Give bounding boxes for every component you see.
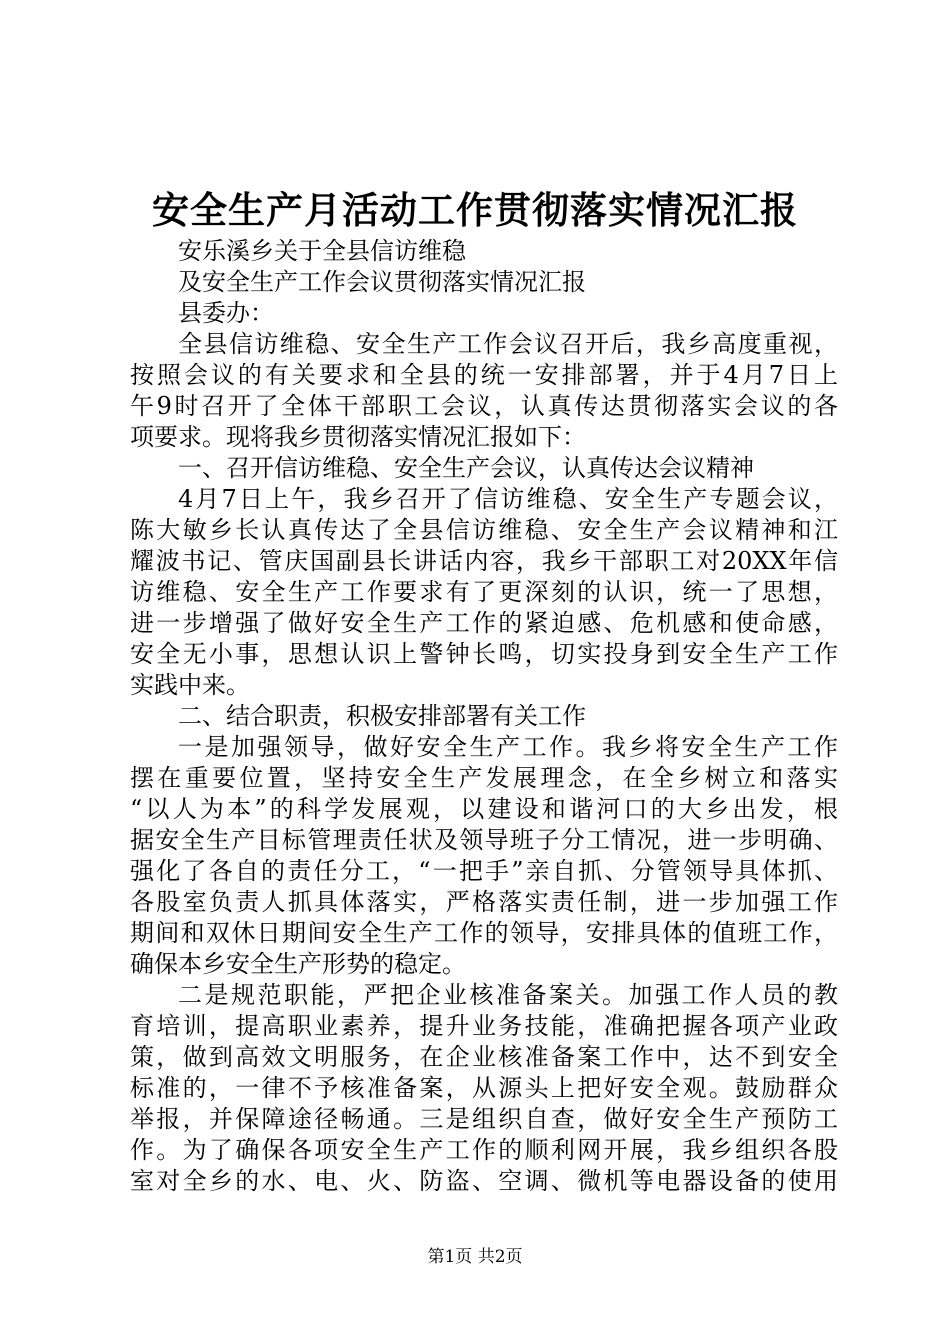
body-line: 安乐溪乡关于全县信访维稳 — [178, 237, 466, 265]
body-line: 项要求。现将我乡贯彻落实情况汇报如下： — [130, 423, 586, 451]
body-line: 育培训，提高职业素养，提升业务技能，准确把握各项产业政 — [130, 1012, 838, 1040]
body-line: 一是加强领导，做好安全生产工作。我乡将安全生产工作 — [178, 733, 838, 761]
body-line: “以人为本”的科学发展观，以建设和谐河口的大乡出发，根 — [130, 795, 838, 823]
page-footer: 第1页 共2页 — [427, 1247, 523, 1267]
body-line: 县委办： — [178, 299, 274, 327]
body-line: 强化了各自的责任分工，“一把手”亲自抓、分管领导具体抓、 — [130, 857, 838, 885]
body-line: 二是规范职能，严把企业核准备案关。加强工作人员的教 — [178, 981, 838, 1009]
body-line: 策，做到高效文明服务，在企业核准备案工作中，达不到安全 — [130, 1043, 838, 1071]
body-line: 按照会议的有关要求和全县的统一安排部署，并于4月7日上 — [130, 361, 838, 389]
body-line: 期间和双休日期间安全生产工作的领导，安排具体的值班工作， — [130, 919, 838, 947]
body-line: 作。为了确保各项安全生产工作的顺利网开展，我乡组织各股 — [130, 1136, 838, 1164]
document-body — [130, 236, 838, 1197]
body-line: 据安全生产目标管理责任状及领导班子分工情况，进一步明确、 — [130, 826, 838, 854]
body-line: 二、结合职责，积极安排部署有关工作 — [178, 702, 586, 730]
body-line: 全县信访维稳、安全生产工作会议召开后，我乡高度重视， — [178, 330, 838, 358]
body-line: 进一步增强了做好安全生产工作的紧迫感、危机感和使命感， — [130, 609, 838, 637]
body-line: 及安全生产工作会议贯彻落实情况汇报 — [178, 268, 586, 296]
body-line: 4月7日上午，我乡召开了信访维稳、安全生产专题会议， — [178, 485, 838, 513]
body-line: 一、召开信访维稳、安全生产会议，认真传达会议精神 — [178, 454, 754, 482]
body-line: 标准的，一律不予核准备案，从源头上把好安全观。鼓励群众 — [130, 1074, 838, 1102]
body-line: 耀波书记、管庆国副县长讲话内容，我乡干部职工对20XX年信 — [130, 547, 838, 575]
body-line: 实践中来。 — [130, 671, 250, 699]
body-line: 安全无小事，思想认识上警钟长鸣，切实投身到安全生产工作 — [130, 640, 838, 668]
document-title: 安全生产月活动工作贯彻落实情况汇报 — [152, 188, 798, 232]
body-line: 摆在重要位置，坚持安全生产发展理念，在全乡树立和落实 — [130, 764, 838, 792]
body-line: 陈大敏乡长认真传达了全县信访维稳、安全生产会议精神和江 — [130, 516, 838, 544]
body-line: 确保本乡安全生产形势的稳定。 — [130, 950, 466, 978]
body-line: 午9时召开了全体干部职工会议，认真传达贯彻落实会议的各 — [130, 392, 838, 420]
body-line: 各股室负责人抓具体落实，严格落实责任制，进一步加强工作 — [130, 888, 838, 916]
body-line: 访维稳、安全生产工作要求有了更深刻的认识，统一了思想， — [130, 578, 838, 606]
body-line: 举报，并保障途径畅通。三是组织自查，做好安全生产预防工 — [130, 1105, 838, 1133]
body-line: 室对全乡的水、电、火、防盗、空调、微机等电器设备的使用 — [130, 1167, 838, 1195]
